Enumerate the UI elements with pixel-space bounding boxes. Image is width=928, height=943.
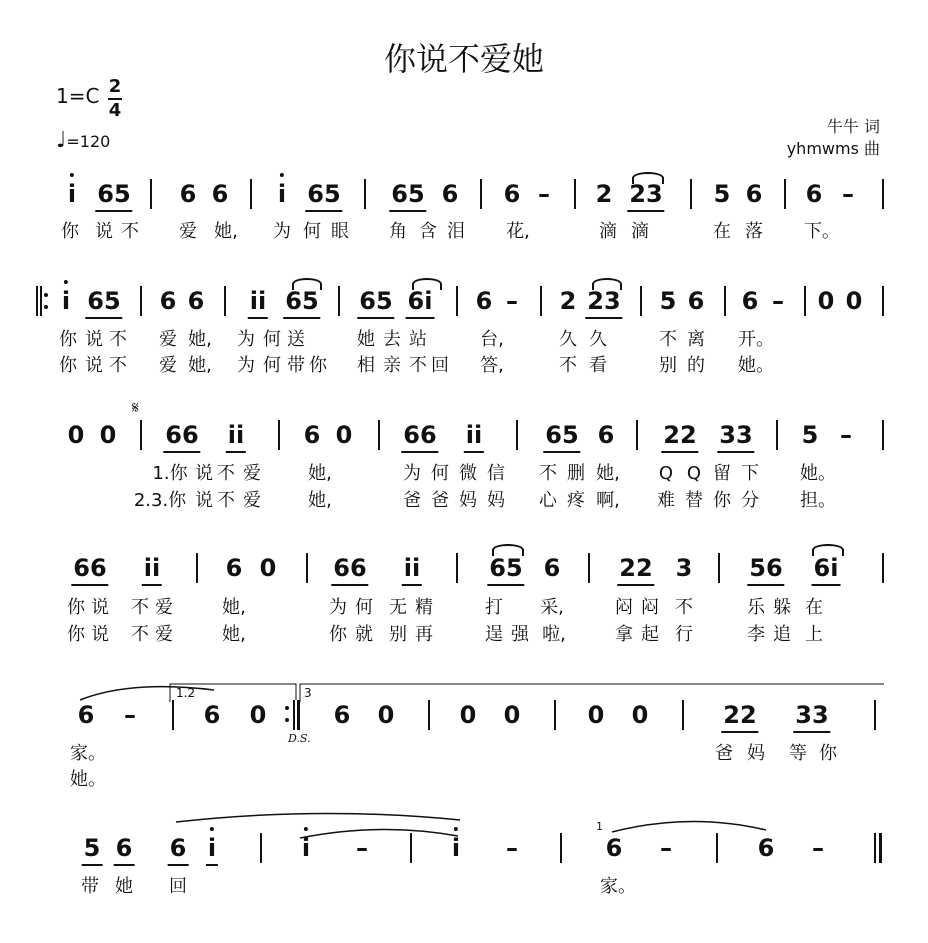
system-3-notes bbox=[0, 420, 928, 450]
note: 22 bbox=[723, 700, 756, 730]
note: 6i bbox=[814, 553, 839, 583]
note: 5 bbox=[84, 833, 101, 863]
note: 66 bbox=[333, 553, 366, 583]
note: 65 bbox=[489, 553, 522, 583]
note: 6 bbox=[503, 180, 521, 208]
system-2-lyrics-verse-1: 你 说 不 爱 她, 为 何 送 她 去 站 台, 久 久 不 离 开。 bbox=[59, 329, 774, 350]
system-5-lyrics-verse-2: 她。 bbox=[70, 769, 106, 790]
note: 6 bbox=[475, 287, 493, 315]
note: 65 bbox=[97, 179, 130, 209]
note: 66 bbox=[403, 420, 436, 450]
note: 2 bbox=[559, 287, 577, 315]
note: – bbox=[812, 834, 824, 862]
note: 6 bbox=[211, 180, 229, 208]
system-3-lyrics-verse-1: 1.你 说 不 爱 她, 为 何 微 信 不 删 她, Q Q 留 下 她。 bbox=[152, 463, 836, 484]
note: 6 bbox=[203, 701, 221, 729]
system-5-notes bbox=[0, 700, 928, 730]
song-title: 你说不爱她 bbox=[383, 40, 544, 78]
note: 33 bbox=[719, 420, 752, 450]
note: 6i bbox=[408, 286, 433, 316]
note: 56 bbox=[749, 553, 782, 583]
note: 6 bbox=[179, 180, 197, 208]
note: 65 bbox=[391, 179, 424, 209]
note: ii bbox=[144, 553, 160, 583]
system-6-notes bbox=[0, 833, 928, 863]
note: 6 bbox=[170, 833, 187, 863]
note: 2 bbox=[595, 180, 613, 208]
note: 5 bbox=[713, 180, 731, 208]
note: 6 bbox=[757, 834, 775, 862]
note: – bbox=[538, 180, 550, 208]
volta-1-2: 1.2 bbox=[176, 686, 196, 700]
time-signature-bottom: 4 bbox=[108, 100, 122, 121]
note: 6 bbox=[187, 287, 205, 315]
note: 0 bbox=[631, 701, 649, 729]
composer: yhmwms 曲 bbox=[786, 139, 880, 158]
note: i bbox=[302, 833, 310, 863]
note: 6 bbox=[605, 834, 623, 862]
note: ii bbox=[404, 553, 420, 583]
system-4-lyrics-verse-1: 你 说 不 爱 她, 为 何 无 精 打 采, 闷 闷 不 乐 躲 在 bbox=[67, 597, 823, 618]
note: 0 bbox=[99, 421, 117, 449]
note: – bbox=[660, 834, 672, 862]
note: – bbox=[506, 834, 518, 862]
segno-icon: 𝄋 bbox=[132, 398, 139, 417]
note: 22 bbox=[663, 420, 696, 450]
note: i bbox=[452, 833, 460, 863]
note: i bbox=[68, 179, 76, 209]
note: 65 bbox=[359, 286, 392, 316]
note: i bbox=[278, 179, 286, 209]
note: 65 bbox=[545, 420, 578, 450]
ds-marking: D.S. bbox=[288, 732, 311, 745]
volta-3: 3 bbox=[304, 686, 312, 700]
note: 65 bbox=[307, 179, 340, 209]
note: 6 bbox=[805, 180, 823, 208]
note: 6 bbox=[333, 701, 351, 729]
note: 0 bbox=[459, 701, 477, 729]
note: ii bbox=[228, 420, 244, 450]
system-1-lyrics: 你 说 不 爱 她, 为 何 眼 角 含 泪 花, 滴 滴 在 落 下。 bbox=[61, 221, 840, 242]
note: i bbox=[62, 286, 70, 316]
note: 6 bbox=[77, 701, 95, 729]
note: 6 bbox=[741, 287, 759, 315]
system-6-lyrics: 带 她 回 家。 bbox=[81, 876, 636, 897]
note: 6 bbox=[597, 421, 615, 449]
note: 23 bbox=[629, 179, 662, 209]
note: 6 bbox=[543, 554, 561, 582]
key-label: 1=C bbox=[56, 84, 100, 108]
lyricist: 牛牛 词 bbox=[826, 117, 880, 136]
note: 0 bbox=[845, 287, 863, 315]
note: 65 bbox=[87, 286, 120, 316]
system-3-lyrics-verse-2: 2.3.你 说 不 爱 她, 爸 爸 妈 妈 心 疼 啊, 难 替 你 分 担。 bbox=[133, 490, 836, 511]
note: 0 bbox=[587, 701, 605, 729]
note: – bbox=[842, 180, 854, 208]
note: 23 bbox=[587, 286, 620, 316]
note: 6 bbox=[745, 180, 763, 208]
note: 5 bbox=[801, 421, 819, 449]
quarter-note-icon: ♩ bbox=[56, 128, 67, 153]
note: 6 bbox=[225, 554, 243, 582]
note: 6 bbox=[116, 833, 133, 863]
note: 22 bbox=[619, 553, 652, 583]
note: 0 bbox=[335, 421, 353, 449]
note: – bbox=[124, 701, 136, 729]
coda-icon: 1 bbox=[596, 820, 603, 833]
note: – bbox=[840, 421, 852, 449]
note: – bbox=[772, 287, 784, 315]
note: 6 bbox=[303, 421, 321, 449]
system-2-lyrics-verse-2: 你 说 不 爱 她, 为 何 带 你 相 亲 不 回 答, 不 看 别 的 她。 bbox=[59, 355, 774, 376]
note: 6 bbox=[687, 287, 705, 315]
note: 33 bbox=[795, 700, 828, 730]
note: 0 bbox=[249, 701, 267, 729]
note: 6 bbox=[441, 180, 459, 208]
note: – bbox=[356, 834, 368, 862]
system-2-notes bbox=[0, 286, 928, 316]
time-signature-top: 2 bbox=[108, 76, 122, 97]
system-4-notes bbox=[0, 553, 928, 583]
note: 5 bbox=[659, 287, 677, 315]
note: 0 bbox=[259, 554, 277, 582]
note: 6 bbox=[159, 287, 177, 315]
note: i bbox=[208, 833, 216, 863]
note: ii bbox=[466, 420, 482, 450]
system-1-notes bbox=[0, 179, 928, 209]
note: 0 bbox=[67, 421, 85, 449]
note: 0 bbox=[817, 287, 835, 315]
note: 0 bbox=[377, 701, 395, 729]
note: 66 bbox=[73, 553, 106, 583]
note: 3 bbox=[675, 554, 693, 582]
system-4-lyrics-verse-2: 你 说 不 爱 她, 你 就 别 再 逞 强 啦, 拿 起 行 李 追 上 bbox=[67, 624, 823, 645]
tempo-value: =120 bbox=[66, 132, 111, 151]
system-5-lyrics-verse-1: 家。 爸 妈 等 你 bbox=[70, 743, 837, 764]
note: 65 bbox=[285, 286, 318, 316]
note: ii bbox=[250, 286, 266, 316]
note: – bbox=[506, 287, 518, 315]
note: 0 bbox=[503, 701, 521, 729]
note: 66 bbox=[165, 420, 198, 450]
